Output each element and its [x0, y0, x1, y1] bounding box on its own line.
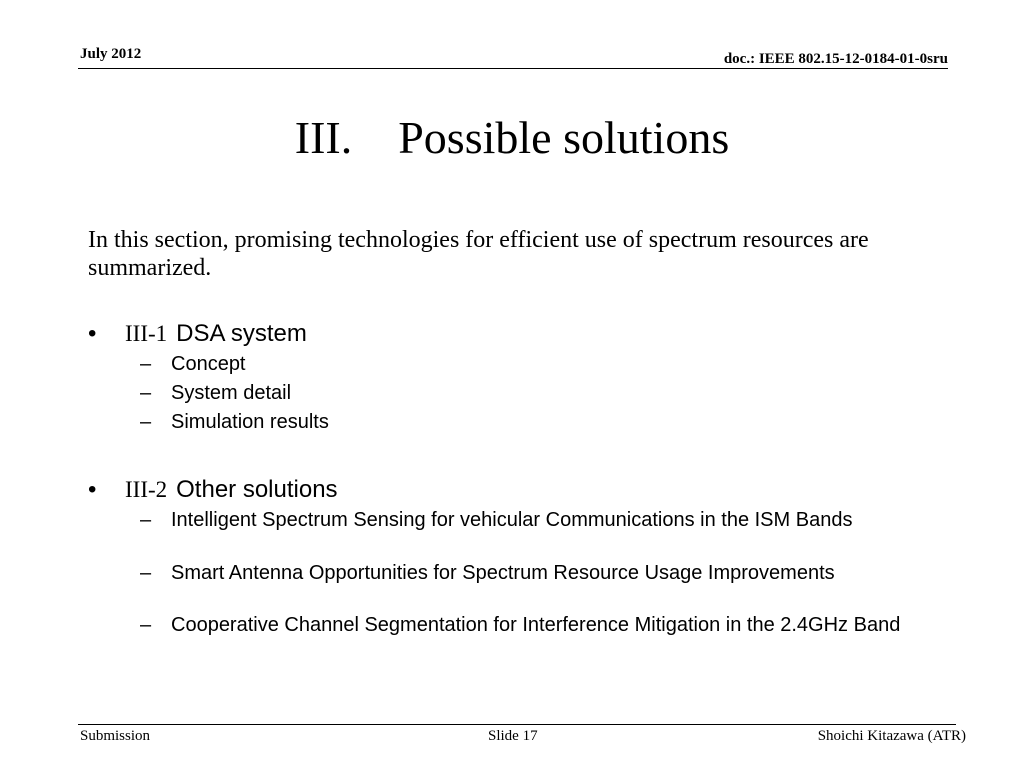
bullet-code: III-2	[125, 477, 168, 502]
bullet-marker: •	[88, 320, 97, 347]
sub-item-text: Simulation results	[171, 411, 329, 433]
bullet-item-other-solutions	[88, 476, 338, 504]
slide-title-text: Possible solutions	[398, 112, 730, 163]
sub-item	[140, 382, 940, 405]
footer-divider	[78, 724, 956, 725]
header-doc-id: doc.: IEEE 802.15-12-0184-01-0sru	[723, 51, 948, 67]
dash-marker: –	[140, 509, 152, 531]
footer-author: Shoichi Kitazawa (ATR)	[817, 728, 966, 744]
sub-item-text: Cooperative Channel Segmentation for Interference Mitigation in the 2.4GHz Band	[171, 614, 901, 636]
sub-item	[140, 614, 940, 637]
sub-item-text: Smart Antenna Opportunities for Spectrum Resource Usage Improvements	[171, 562, 835, 584]
bullet-marker: •	[88, 476, 97, 503]
sub-item	[140, 411, 940, 434]
dash-marker: –	[140, 353, 152, 375]
sub-item-text: System detail	[171, 382, 292, 404]
header-divider	[78, 68, 948, 69]
sub-item	[140, 562, 940, 585]
bullet-code: III-1	[125, 321, 168, 346]
sub-item-text: Concept	[171, 353, 246, 375]
slide-title	[0, 110, 1024, 166]
sub-item	[140, 353, 940, 376]
sub-item-text: Intelligent Spectrum Sensing for vehicular Communications in the ISM Bands	[171, 509, 853, 531]
dash-marker: –	[140, 562, 152, 584]
footer-submission: Submission	[80, 728, 151, 744]
footer-slide-number: Slide 17	[488, 728, 538, 744]
dash-marker: –	[140, 382, 152, 404]
bullet-label: Other solutions	[176, 476, 338, 503]
intro-paragraph: In this section, promising technologies for efficient use of spectrum resources are summarized.	[88, 227, 869, 281]
sub-item	[140, 509, 940, 532]
bullet-label: DSA system	[176, 320, 307, 347]
dash-marker: –	[140, 614, 152, 636]
bullet-item-dsa-system	[88, 320, 307, 348]
slide-title-number: III.	[294, 112, 353, 163]
dash-marker: –	[140, 411, 152, 433]
header-date: July 2012	[80, 46, 142, 62]
